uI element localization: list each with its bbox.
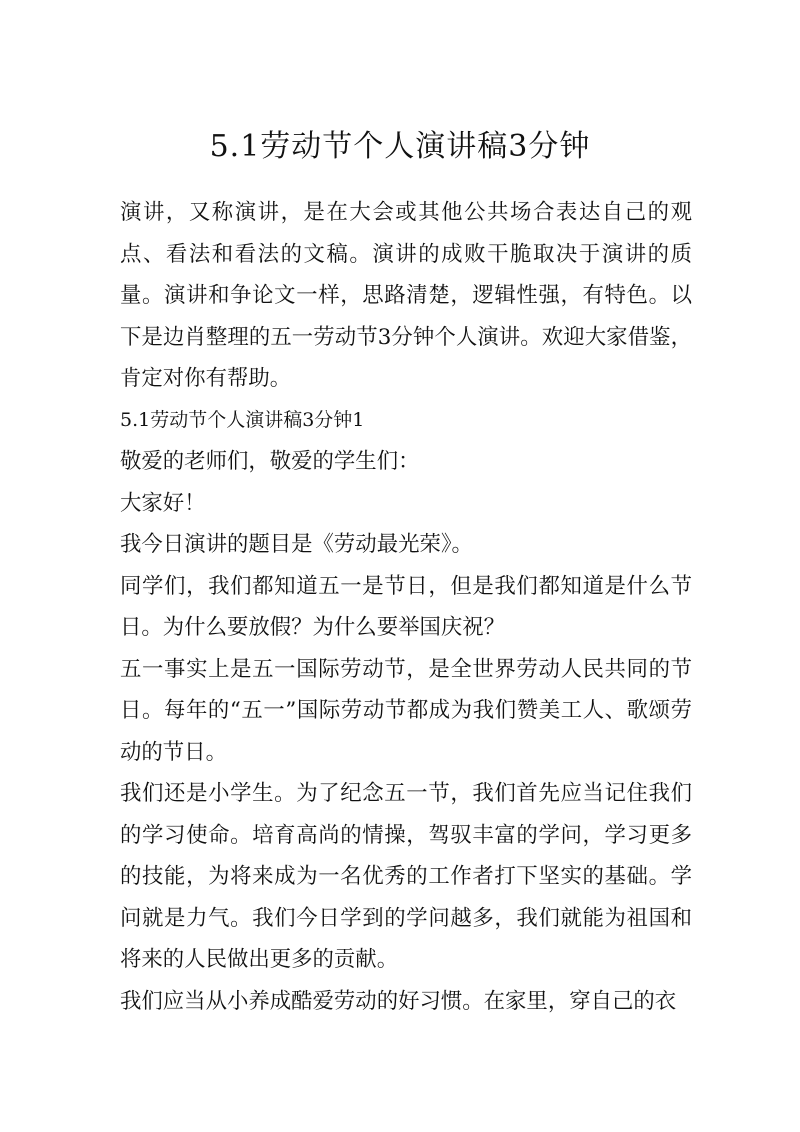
body-paragraph: 我们应当从小养成酷爱劳动的好习惯。在家里，穿自己的衣: [120, 988, 677, 1014]
document-body: [120, 192, 692, 1022]
body-paragraph: 同学们，我们都知道五一是节日，但是我们都知道是什么节日。为什么要放假？为什么要举国庆祝？: [120, 573, 692, 640]
speech-topic: 我今日演讲的题目是《劳动最光荣》。: [120, 532, 473, 557]
intro-paragraph: 演讲，又称演讲，是在大会或其他公共场合表达自己的观点、看法和看法的文稿。演讲的成败干脆取决于演讲的质量。演讲和争论文一样，思路清楚，逻辑性强，有特色。以下是边肖整理的五一劳动节3分钟个人演讲。欢迎大家借鉴，肯定对你有帮助。: [120, 200, 692, 391]
body-paragraph: 五一事实上是五一国际劳动节，是全世界劳动人民共同的节日。每年的“五一”国际劳动节都成为我们赞美工人、歌颂劳动的节日。: [120, 656, 692, 765]
salutation: 敬爱的老师们，敬爱的学生们：: [120, 449, 420, 474]
greeting: 大家好！: [120, 490, 206, 516]
body-paragraph: 我们还是小学生。为了纪念五一节，我们首先应当记住我们的学习使命。培育高尚的情操，驾驭丰富的学问，学习更多的技能，为将来成为一名优秀的工作者打下坚实的基础。学问就是力气。我们今日学到的学问越多，我们就能为祖国和将来的人民做出更多的贡献。: [120, 781, 692, 972]
page-title: 5.1劳动节个人演讲稿3分钟: [209, 129, 591, 164]
section-heading: 5.1劳动节个人演讲稿3分钟1: [120, 408, 365, 431]
